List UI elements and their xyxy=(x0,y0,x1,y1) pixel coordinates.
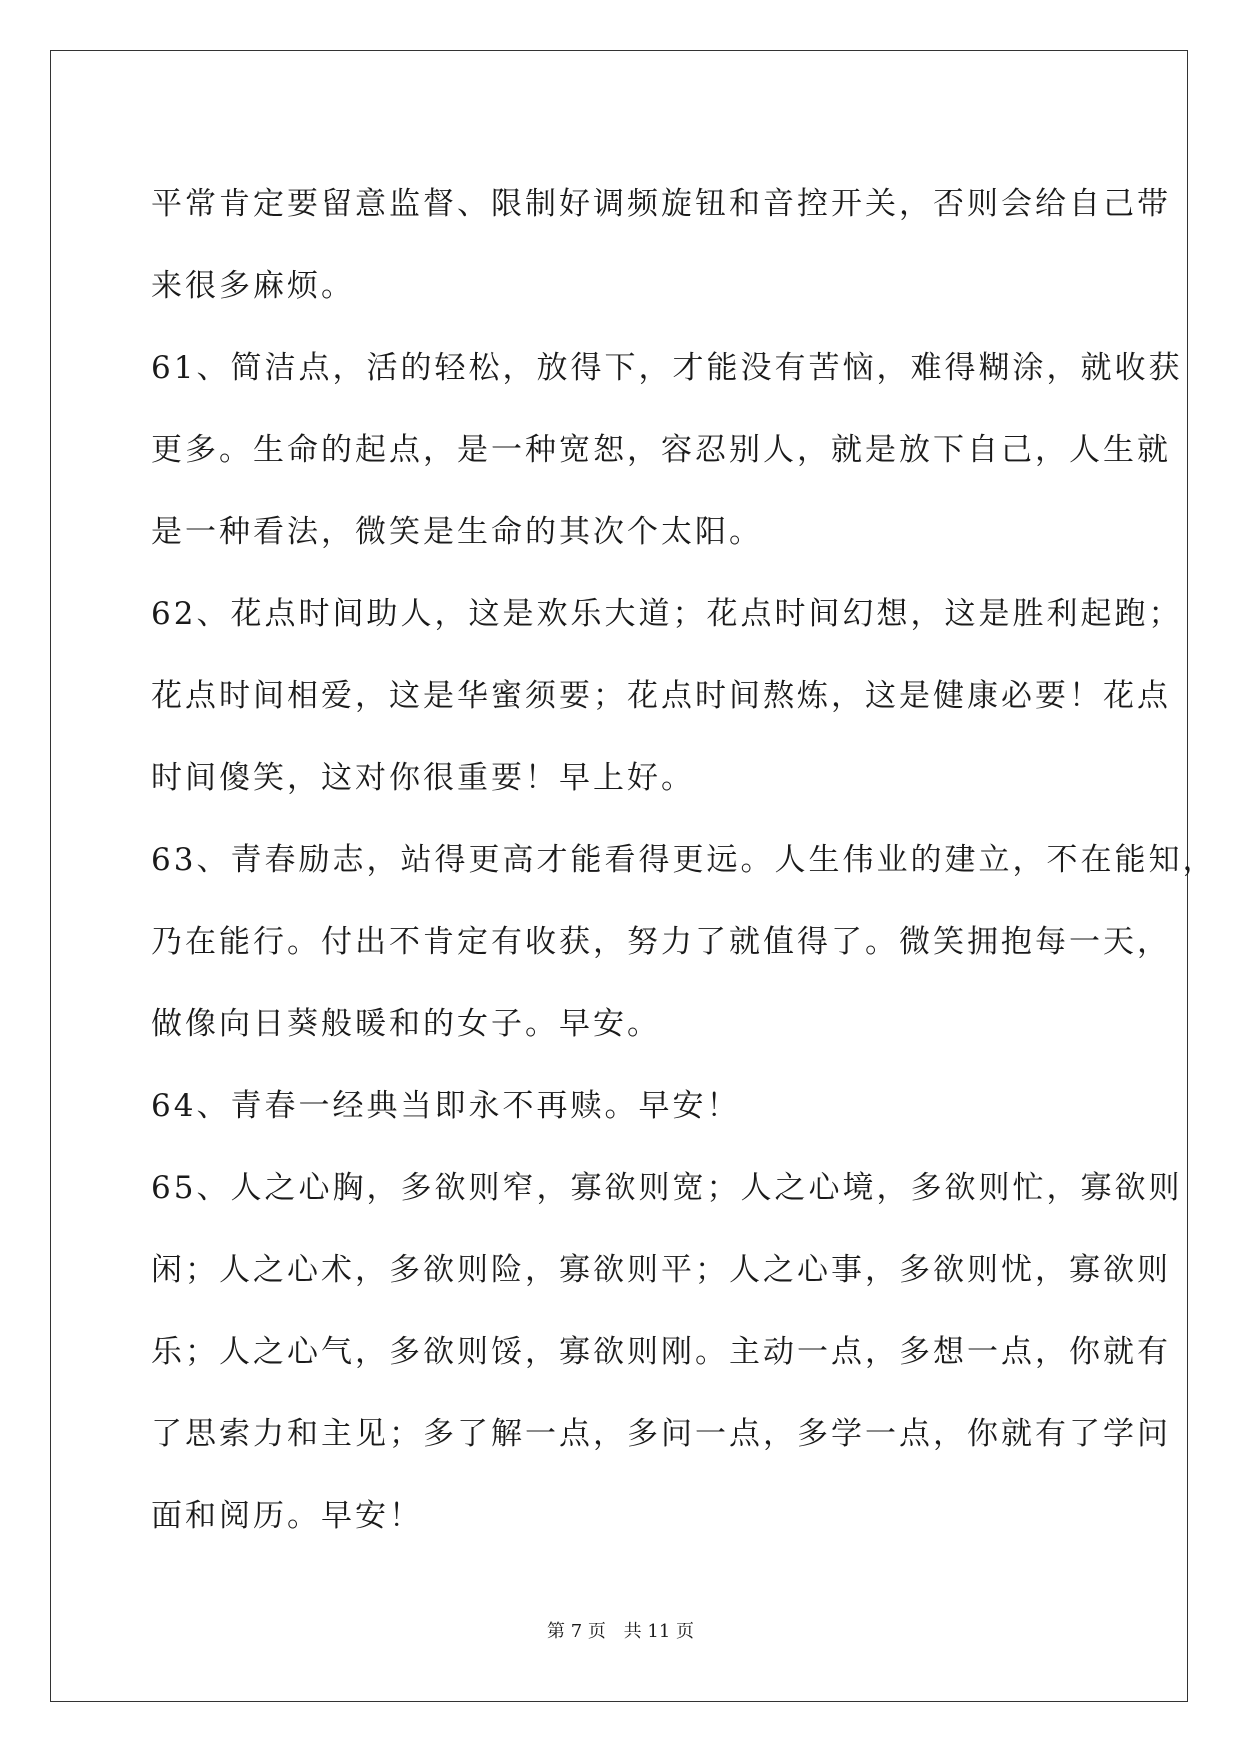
text-line: 来很多麻烦。 xyxy=(151,268,355,304)
text-line: 64、青春一经典当即永不再赎。早安！ xyxy=(151,1088,741,1124)
text-line: 更多。生命的起点，是一种宽恕，容忍别人，就是放下自己，人生就 xyxy=(151,432,1171,468)
text-line: 62、花点时间助人，这是欢乐大道；花点时间幻想，这是胜利起跑； xyxy=(151,596,1183,632)
page-total: 共 11 页 xyxy=(623,1621,694,1642)
text-line: 花点时间相爱，这是华蜜须要；花点时间熬炼，这是健康必要！花点 xyxy=(151,678,1171,714)
text-line: 乐；人之心气，多欲则馁，寡欲则刚。主动一点，多想一点，你就有 xyxy=(151,1334,1171,1370)
text-line: 是一种看法，微笑是生命的其次个太阳。 xyxy=(151,514,763,550)
text-line: 乃在能行。付出不肯定有收获，努力了就值得了。微笑拥抱每一天， xyxy=(151,924,1171,960)
text-line: 61、简洁点，活的轻松，放得下，才能没有苦恼，难得糊涂，就收获 xyxy=(151,350,1183,386)
text-line: 做像向日葵般暖和的女子。早安。 xyxy=(151,1006,661,1042)
text-line: 时间傻笑，这对你很重要！早上好。 xyxy=(151,760,695,796)
text-line: 了思索力和主见；多了解一点，多问一点，多学一点，你就有了学问 xyxy=(151,1416,1171,1452)
text-line: 面和阅历。早安！ xyxy=(151,1498,423,1534)
text-line: 闲；人之心术，多欲则险，寡欲则平；人之心事，多欲则忧，寡欲则 xyxy=(151,1252,1171,1288)
page-number: 第 7 页 xyxy=(547,1621,606,1642)
text-line: 平常肯定要留意监督、限制好调频旋钮和音控开关，否则会给自己带 xyxy=(151,186,1171,222)
text-line: 65、人之心胸，多欲则窄，寡欲则宽；人之心境，多欲则忙，寡欲则 xyxy=(151,1170,1183,1206)
text-line: 63、青春励志，站得更高才能看得更远。人生伟业的建立，不在能知， xyxy=(151,842,1217,878)
document-body xyxy=(151,163,1217,1557)
page-footer xyxy=(0,1617,1241,1643)
